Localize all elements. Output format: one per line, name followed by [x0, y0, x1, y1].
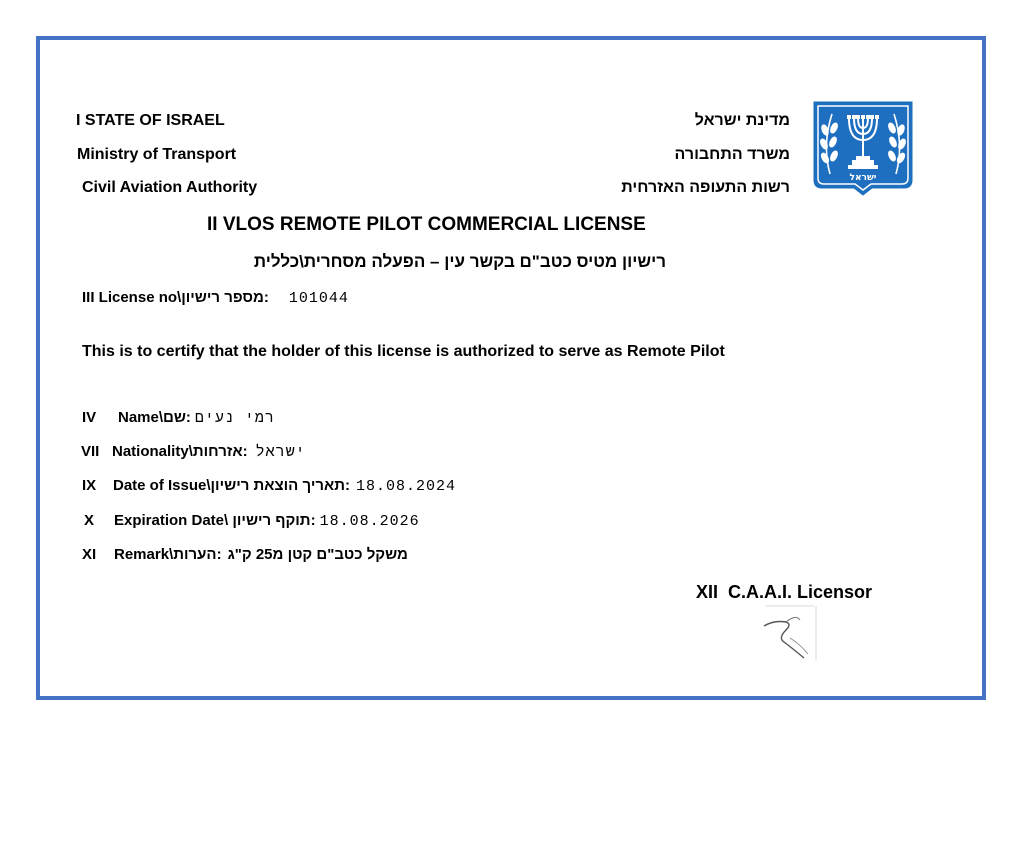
civil-aviation-authority-en: Civil Aviation Authority — [82, 179, 258, 196]
field-label: Nationality\אזרחות: — [112, 443, 248, 460]
field-label: Name\שם: — [118, 409, 191, 426]
field-value-nationality: ישראל — [255, 444, 306, 461]
field-value-name: רמי נעים — [194, 410, 275, 427]
licensor-label: XII C.A.A.I. Licensor — [696, 582, 873, 602]
handwritten-signature-icon — [756, 604, 820, 662]
field-date-of-issue-row — [82, 477, 456, 495]
field-label: Expiration Date\ תוקף רישיון: — [114, 512, 316, 529]
ministry-of-transport-he: משרד התחבורה — [674, 146, 790, 163]
license-number-row — [82, 289, 349, 307]
field-remark-row — [82, 546, 408, 563]
civil-aviation-authority-he: רשות התעופה האזרחית — [621, 179, 790, 196]
field-nationality-row — [81, 443, 306, 461]
emblem-text: ישראל — [849, 173, 877, 183]
state-of-israel-en: I STATE OF ISRAEL — [76, 112, 225, 129]
field-value-date-of-issue: 18.08.2024 — [356, 478, 457, 495]
field-label: Remark\הערות: — [114, 546, 222, 563]
israel-menorah-emblem-icon — [812, 100, 914, 196]
field-value-remark: משקל כטב"ם קטן מ25 ק"ג — [227, 546, 408, 563]
field-number: X — [84, 512, 95, 529]
field-name-row — [82, 409, 275, 427]
field-value-expiration-date: 18.08.2026 — [319, 513, 420, 530]
ministry-of-transport-en: Ministry of Transport — [77, 146, 237, 163]
license-number-value: 101044 — [288, 290, 349, 307]
field-number: IV — [82, 409, 97, 426]
field-expiration-date-row — [84, 512, 420, 530]
field-label: Date of Issue\תאריך הוצאת רישיון: — [113, 477, 350, 494]
license-title-he: רישיון מטיס כטב"ם בקשר עין – הפעלה מסחרית\כללית — [253, 252, 666, 271]
license-title-en: II VLOS REMOTE PILOT COMMERCIAL LICENSE — [207, 214, 646, 235]
license-number-label: III License no\מספר רישיון: — [82, 289, 269, 306]
field-number: XI — [82, 546, 97, 563]
field-number: IX — [82, 477, 97, 494]
state-of-israel-he: מדינת ישראל — [694, 112, 790, 129]
certification-text: This is to certify that the holder of this license is authorized to serve as Remote Pilot — [82, 343, 725, 360]
field-number: VII — [81, 443, 100, 460]
